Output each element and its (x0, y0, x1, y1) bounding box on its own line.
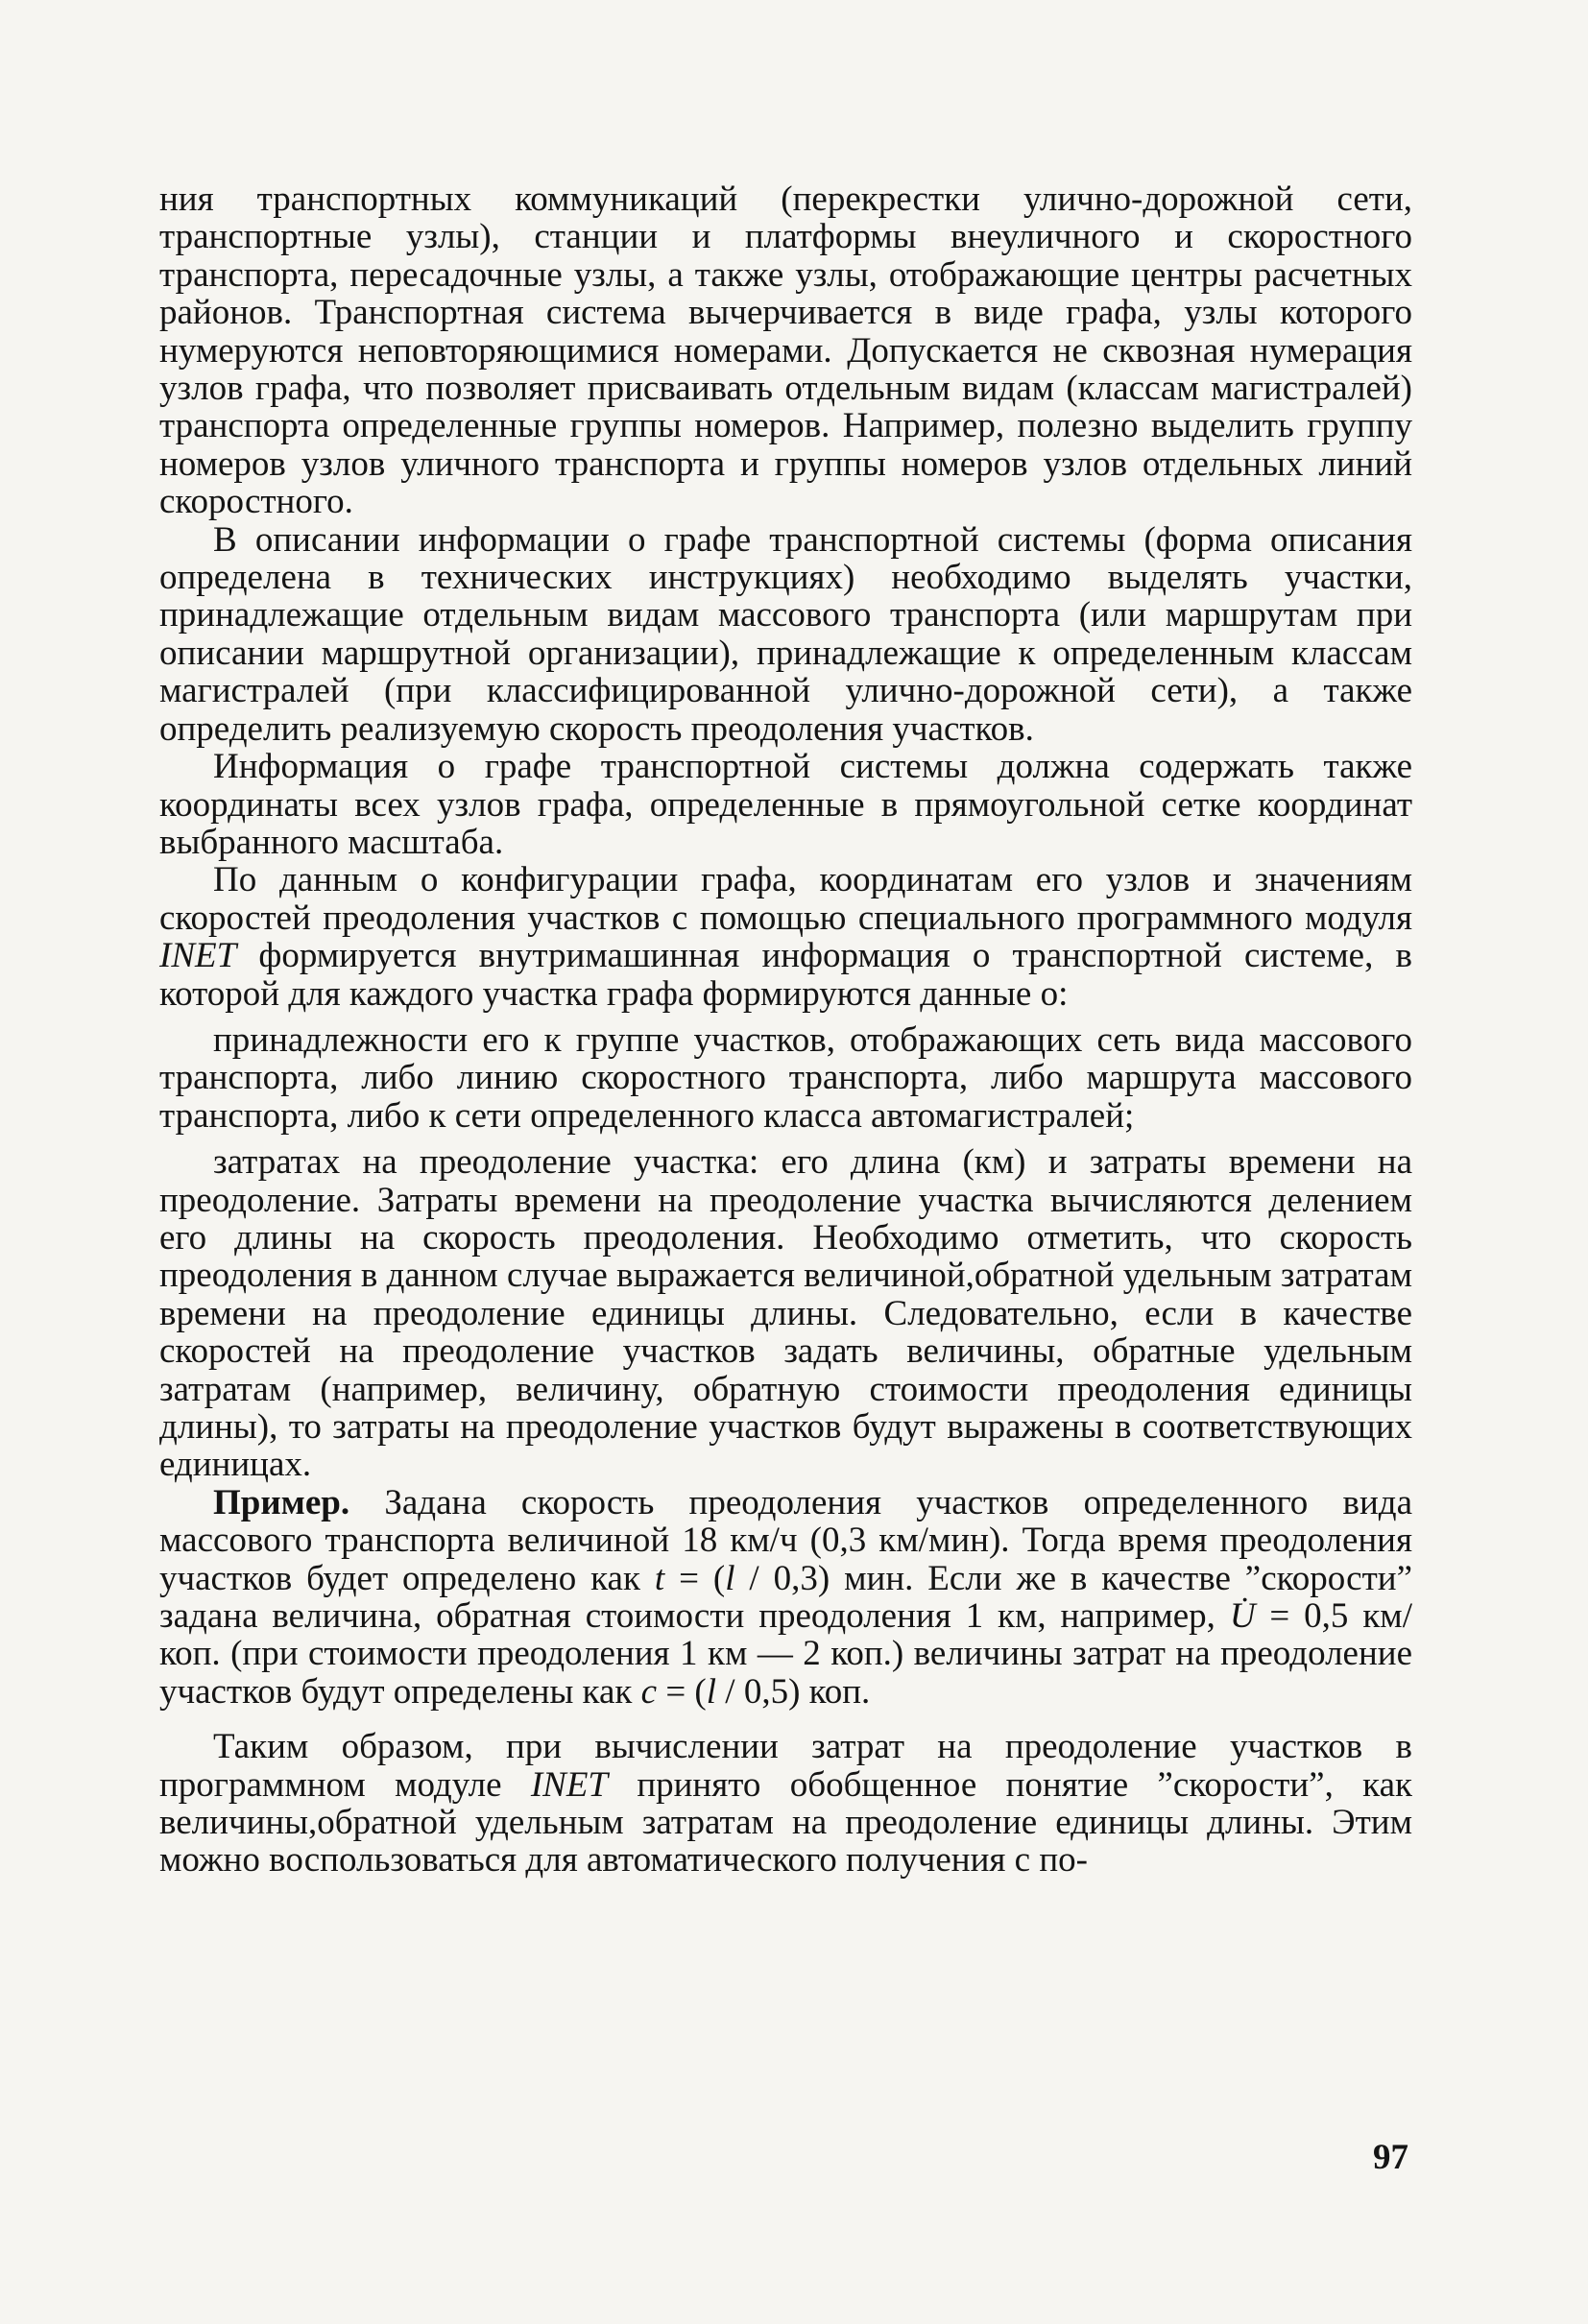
module-name: INET (159, 936, 237, 976)
page-number: 97 (1373, 2138, 1408, 2177)
example-text-2: / 0,3) мин. Если же в качестве ”скорости” задана величина, обратная стоимости преодоления 1 км, например, (159, 1558, 1412, 1637)
paragraph-conclusion-after: принято обобщенное понятие ”скорости”, как величины,обратной удельным затратам на преодоление единицы длины. Этим можно воспользоваться для автоматического получения с по- (159, 1764, 1412, 1881)
example-text-1: Задана скорость преодоления участков определенного вида массового транспорта величиной 18 км/ч (0,3 км/мин). Тогда время преодоления участков будет определено как (159, 1482, 1412, 1598)
paragraph-coordinates: Информация о графе транспортной системы должна содержать также координаты всех узлов графа, определенные в прямоугольной сетке координат выбранного масштаба. (159, 747, 1412, 862)
formula-var-l: l (706, 1671, 717, 1712)
formula-part: = ( (657, 1671, 707, 1712)
module-name: INET (530, 1764, 608, 1805)
formula-var-l: l (725, 1558, 735, 1598)
paragraph-group-membership: принадлежности его к группе участков, отображающих сеть вида массового транспорта, либо линию скоростного транспорта, либо маршрута массового транспорта, либо к сети определенного класса автомагистралей; (159, 1019, 1412, 1136)
paragraph-conclusion (159, 1728, 1412, 1880)
page-body (159, 180, 1412, 1880)
example-text-4: / 0,5) коп. (716, 1671, 871, 1712)
example-label: Пример. (213, 1482, 350, 1522)
paragraph-intro: ния транспортных коммуникаций (перекрестки улично-дорожной сети, транспортные узлы), станции и платформы внеуличного и скоростного транспорта, пересадочные узлы, а также узлы, отображающие центры расчетных районов. Транспортная система вычерчивается в виде графа, узлы которого нумеруются неповторяющимися номерами. Допускается не сквозная нумерация узлов графа, что позволяет присваивать отдельным видам (классам магистралей) транспорта определенные группы номеров. Например, полезно выделить группу номеров узлов уличного транспорта и группы номеров узлов отдельных линий скоростного. (159, 180, 1412, 522)
paragraph-inet-data-after: формируется внутримашинная информация о транспортной системе, в которой для каждого участка графа формируются данные о: (159, 936, 1412, 1014)
example-text-3: = 0,5 км/коп. (при стоимости преодоления 1 км — 2 коп.) величины затрат на преодоление участков будут определены как (159, 1596, 1412, 1712)
formula-var-t: t (654, 1558, 665, 1598)
formula-part: = ( (664, 1558, 726, 1598)
paragraph-inet-data (159, 861, 1412, 1013)
formula-var-c: c (640, 1671, 658, 1712)
paragraph-inet-data-before: По данным о конфигурации графа, координатам его узлов и значениям скоростей преодоления участков с помощью специального программного модуля (159, 860, 1412, 938)
formula-var-u: U̇ (1229, 1596, 1256, 1637)
paragraph-graph-description: В описании информации о графе транспортной системы (форма описания определена в технических инструкциях) необходимо выделять участки, принадлежащие отдельным видам массового транспорта (или маршрутам при описании маршрутной организации), принадлежащие к определенным классам магистралей (при классифицированной улично-дорожной сети), а также определить реализуемую скорость преодоления участков. (159, 519, 1412, 749)
paragraph-costs: затратах на преодоление участка: его длина (км) и затраты времени на преодоление. Затраты времени на преодоление участка вычисляются делением его длины на скорость преодоления. Необходимо отметить, что скорость преодоления в данном случае выражается величиной,обратной удельным затратам времени на преодоление единицы длины. Следовательно, если в качестве скоростей на преодоление участков задать величины, обратные удельным затратам (например, величину, обратную стоимости преодоления единицы длины), то затраты на преодоление участков будут выражены в соответствующих единицах. (159, 1142, 1412, 1485)
paragraph-example (159, 1484, 1412, 1711)
paragraph-conclusion-before: Таким образом, при вычислении затрат на преодоление участков в программном модуле (159, 1727, 1412, 1805)
